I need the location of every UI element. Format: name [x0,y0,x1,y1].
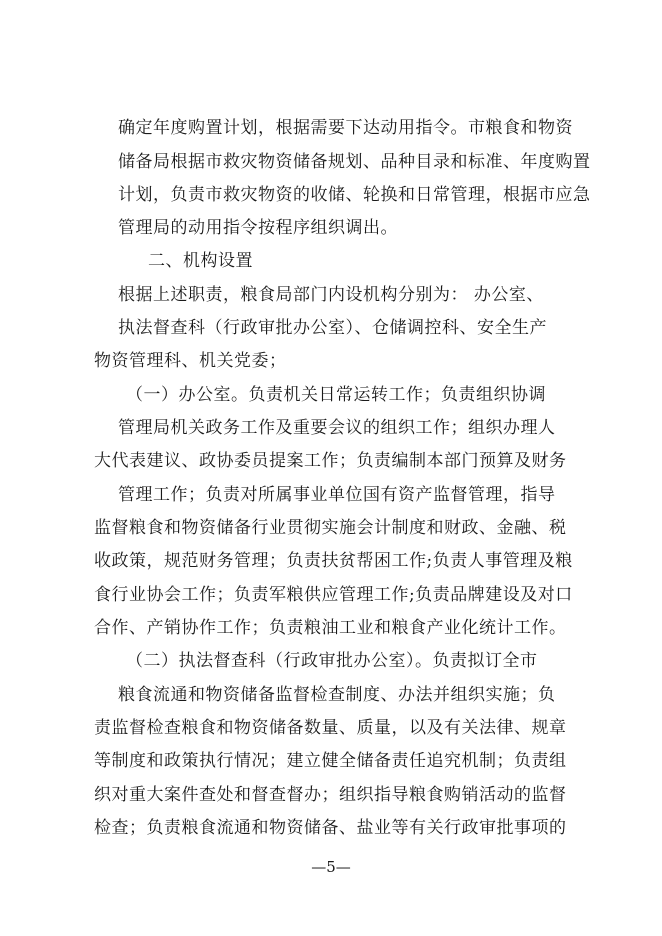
body-line: 食行业协会工作；负责军粮供应管理工作;负责品牌建设及对口 [94,585,573,605]
subsection-heading: （一）办公室。负责机关日常运转工作；负责组织协调 [126,385,546,405]
body-line: 管理工作；负责对所属事业单位国有资产监督管理，指导 [118,485,556,505]
body-line: 根据上述职责，粮食局部门内设机构分别为： 办公室、 [118,285,544,305]
body-line: 物资管理科、机关党委； [94,351,287,371]
body-line: 收政策，规范财务管理；负责扶贫帮困工作;负责人事管理及粮 [94,551,573,571]
body-line: 管理局的动用指令按程序组织调出。 [118,218,398,238]
body-line: 大代表建议、政协委员提案工作；负责编制本部门预算及财务 [94,451,567,471]
body-line: 等制度和政策执行情况；建立健全储备责任追究机制；负责组 [94,751,567,771]
body-line: 管理局机关政务工作及重要会议的组织工作；组织办理人 [118,418,556,438]
subsection-heading: （二）执法督查科（行政审批办公室）。负责拟订全市 [126,651,538,671]
page-number: —5— [311,858,351,876]
body-line: 执法督查科（行政审批办公室）、仓储调控科、安全生产 [118,318,547,338]
body-line: 合作、产销协作工作；负责粮油工业和粮食产业化统计工作。 [94,618,567,638]
section-heading: 二、机构设置 [148,251,253,271]
body-line: 检查；负责粮食流通和物资储备、盐业等有关行政审批事项的 [94,818,567,838]
body-line: 织对重大案件查处和督查督办；组织指导粮食购销活动的监督 [94,785,567,805]
body-line: 责监督检查粮食和物资储备数量、质量，以及有关法律、规章 [94,718,567,738]
body-line: 计划，负责市救灾物资的收储、轮换和日常管理，根据市应急 [118,185,591,205]
body-line: 粮食流通和物资储备监督检查制度、办法并组织实施；负 [118,685,556,705]
body-line: 确定年度购置计划，根据需要下达动用指令。市粮食和物资 [118,118,573,138]
body-line: 储备局根据市救灾物资储备规划、品种目录和标准、年度购置 [118,152,591,172]
body-line: 监督粮食和物资储备行业贯彻实施会计制度和财政、金融、税 [94,518,567,538]
